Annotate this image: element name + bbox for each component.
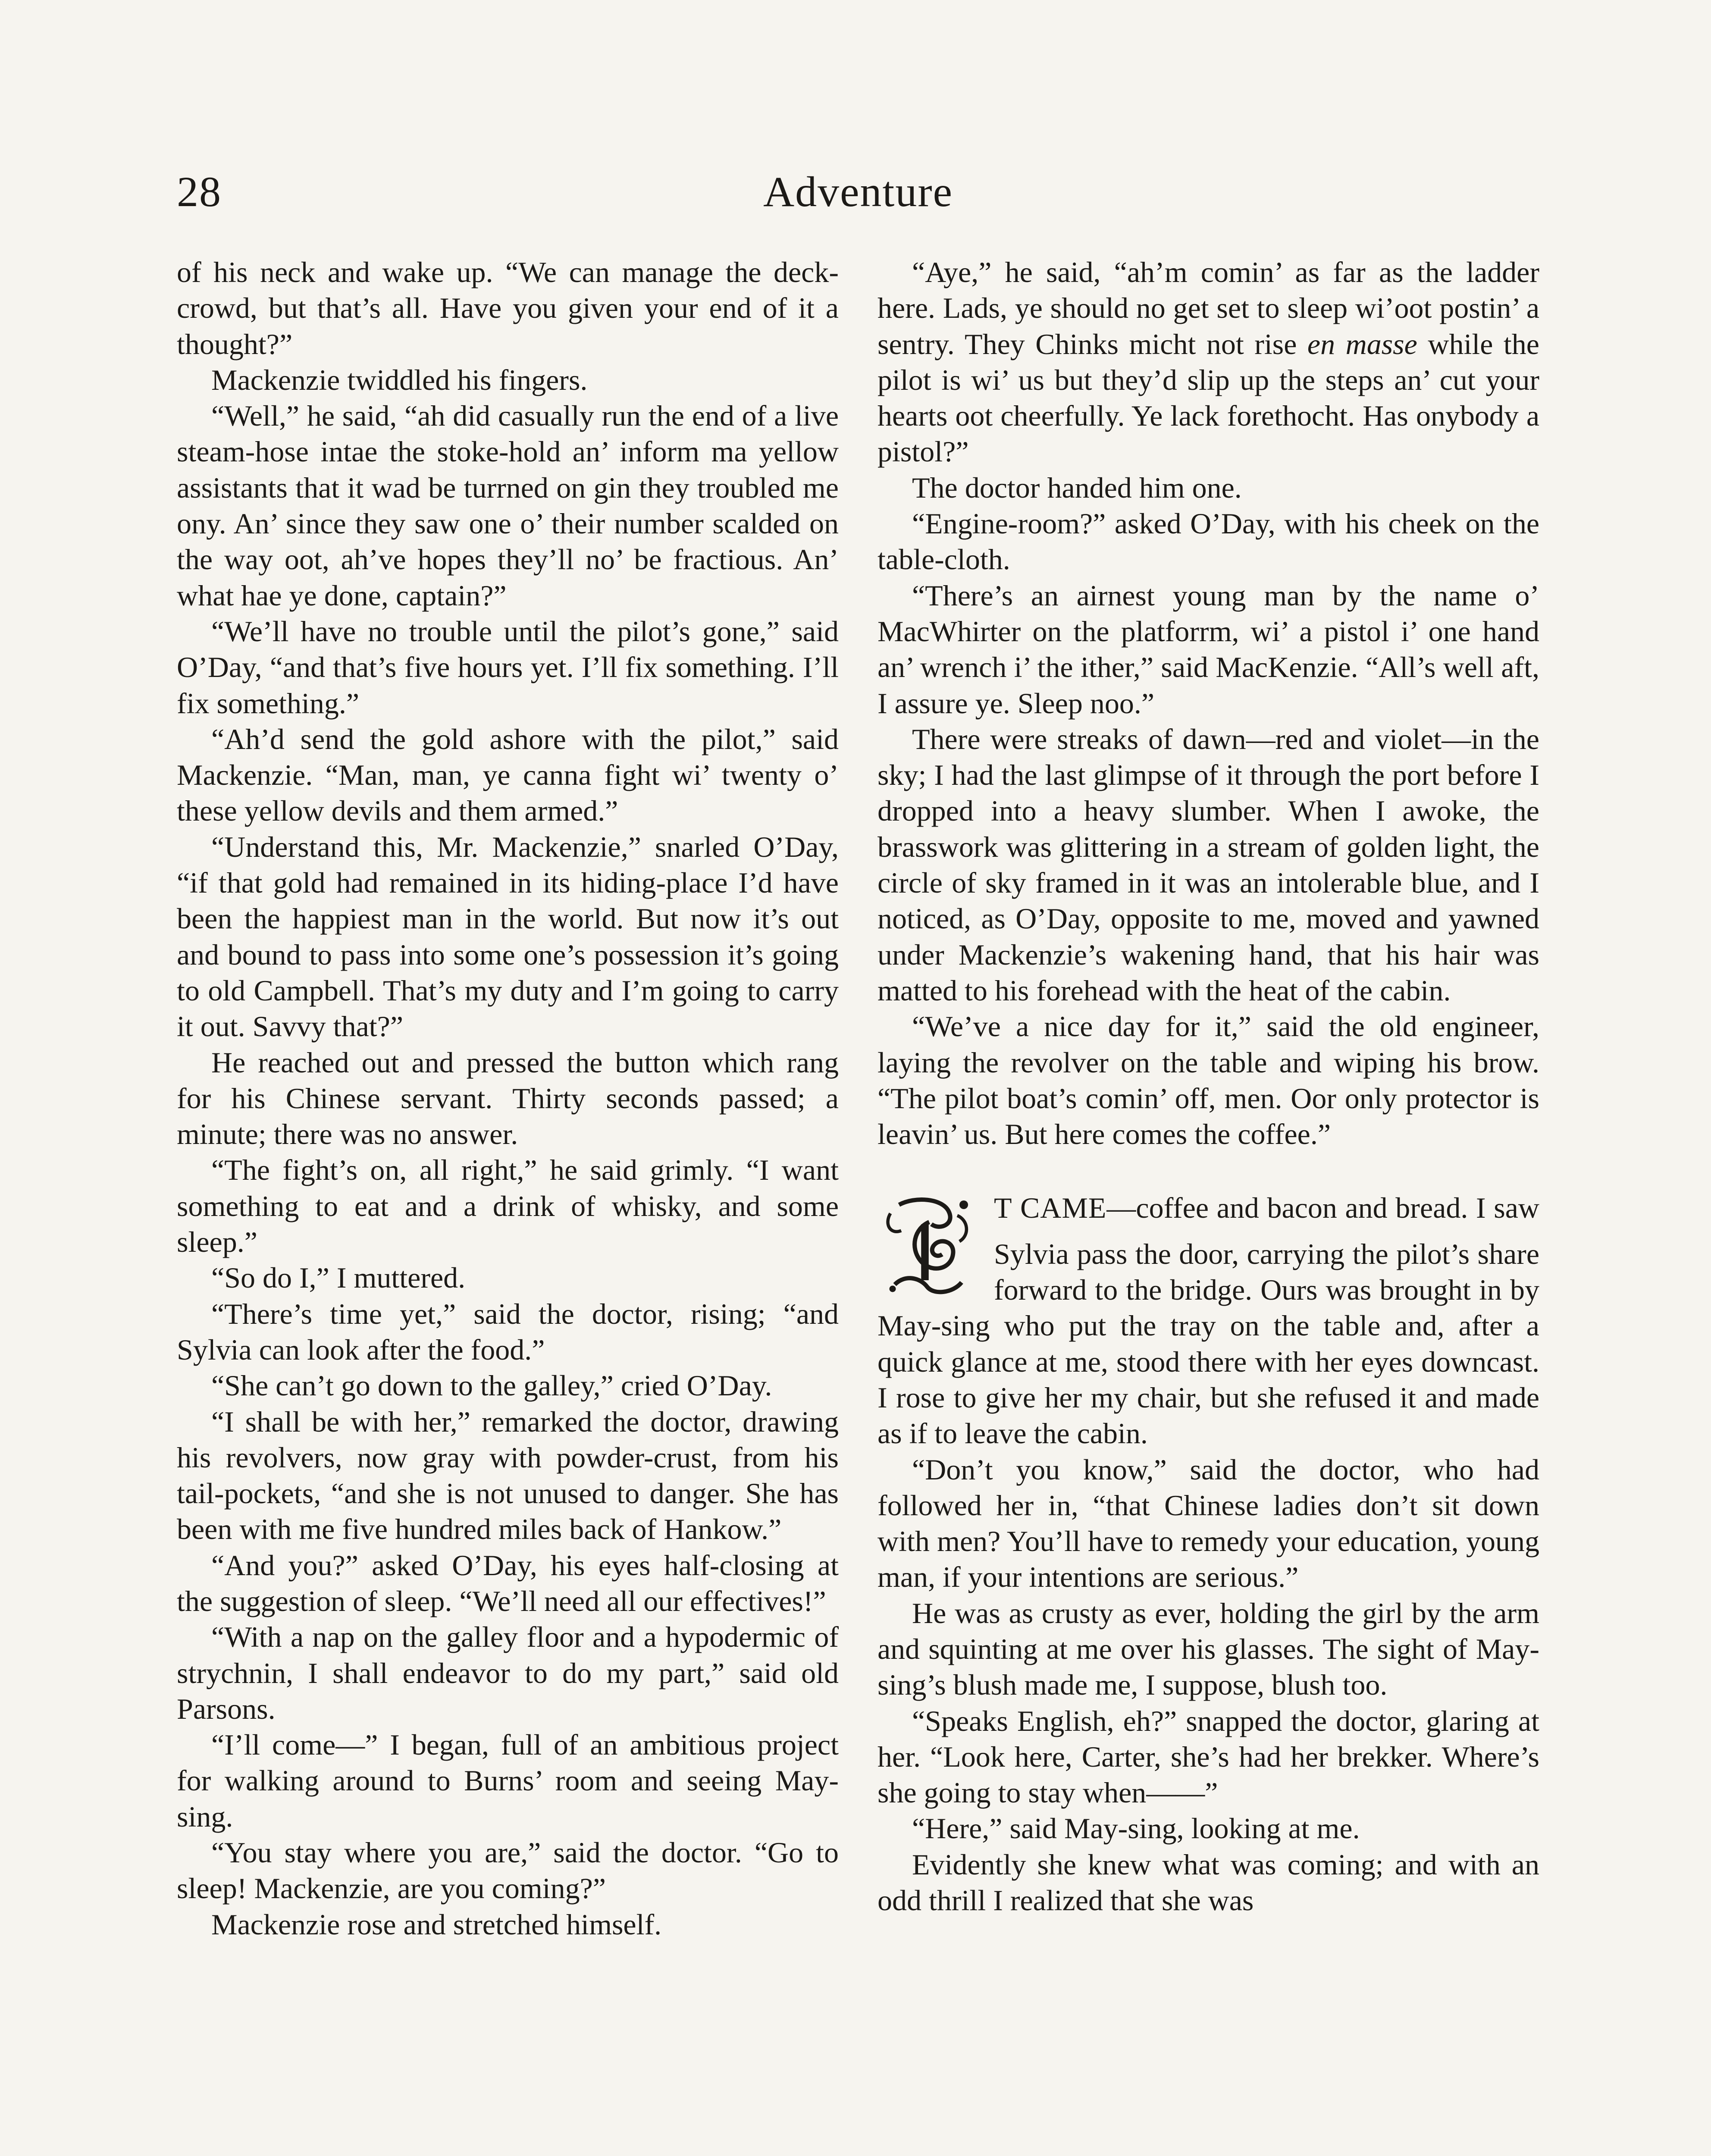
paragraph: “Understand this, Mr. Mackenzie,” snarled O’Day, “if that gold had remained in its hiding-place I’d have been the happiest man in the world. But now it’s out and bound to pass into some one’s possession it’s going to old Campbell. That’s my duty and I’m going to carry it out. Savvy that?” [177,830,839,1043]
paragraph: “She can’t go down to the galley,” cried O’Day. [211,1369,772,1402]
paragraph: “You stay where you are,” said the doctor. “Go to sleep! Mackenzie, are you coming?” [177,1836,839,1905]
paragraph: There were streaks of dawn—red and violet—in the sky; I had the last glimpse of it through the port before I dropped into a heavy slumber. When I awoke, the brasswork was glittering in a stream of golden light, the circle of sky framed in it was an intolerable blue, and I noticed, as O’Day, opposite to me, moved and yawned under Mackenzie’s wakening hand, that his hair was matted to his forehead with the heat of the cabin. [877,722,1539,1007]
paragraph: He was as crusty as ever, holding the girl by the arm and squinting at me over his glasses. The sight of May-sing’s blush made me, I suppose, blush too. [877,1596,1539,1702]
paragraph: “With a nap on the galley floor and a hypodermic of strychnin, I shall endeavor to do my part,” said old Parsons. [177,1620,839,1725]
paragraph: “We’ll have no trouble until the pilot’s gone,” said O’Day, “and that’s five hours yet. I’ll fix something. I’ll fix something.” [177,614,839,720]
paragraph: He reached out and pressed the button which rang for his Chinese servant. Thirty seconds passed; a minute; there was no answer. [177,1046,839,1151]
section-opening-paragraph [877,1190,1539,1451]
paragraph: “There’s time yet,” said the doctor, rising; “and Sylvia can look after the food.” [177,1297,839,1366]
paragraph: “Here,” said May-sing, looking at me. [912,1812,1360,1845]
paragraph: of his neck and wake up. “We can manage the deck-crowd, but that’s all. Have you given your end of it a thought?” [177,256,839,360]
italic-phrase: en masse [1307,327,1417,360]
running-title: Adventure [763,168,953,216]
paragraph [877,254,1539,470]
page-header [177,164,1539,224]
paragraph: “And you?” asked O’Day, his eyes half-closing at the suggestion of sleep. “We’ll need all our effectives!” [177,1548,839,1617]
paragraph: “So do I,” I muttered. [211,1261,466,1294]
paragraph-text: —coffee and bacon and bread. I saw Sylvia pass the door, carrying the pilot’s share forward to the bridge. Ours was brought in by May-sing who put the tray on the table and, after a quick glance at me, stood there with her eyes downcast. I rose to give her my chair, but she refused it and made as if to leave the cabin. [877,1191,1539,1450]
left-column [177,254,839,2156]
paragraph: Evidently she knew what was coming; and with an odd thrill I realized that she was [877,1848,1539,1917]
paragraph-text: “Aye,” he said, “ah’m comin’ as far as the ladder here. Lads, ye should no get set to sleep wi’oot postin’ a sentry. They Chinks micht not rise [877,256,1539,360]
paragraph: “There’s an airnest young man by the name o’ MacWhirter on the platforrm, wi’ a pistol i’ one hand an’ wrench i’ the ither,” said MacKenzie. “All’s well aft, I assure ye. Sleep noo.” [877,579,1539,720]
ornamental-dropcap-icon [877,1192,985,1300]
paragraph: “Engine-room?” asked O’Day, with his cheek on the table-cloth. [877,507,1539,576]
paragraph: “The fight’s on, all right,” he said grimly. “I want something to eat and a drink of whisky, and some sleep.” [177,1153,839,1259]
paragraph: “Well,” he said, “ah did casually run the end of a live steam-hose intae the stoke-hold an’ inform ma yellow assistants that it wad be turrned on gin they troubled me ony. An’ since they saw one o’ their number scalded on the way oot, ah’ve hopes they’ll no’ be fractious. An’ what hae ye done, captain?” [177,399,839,612]
paragraph: “I shall be with her,” remarked the doctor, drawing his revolvers, now gray with powder-crust, from his tail-pockets, “and she is not unused to danger. She has been with me five hundred miles back of Hankow.” [177,1405,839,1546]
paragraph: Mackenzie twiddled his fingers. [211,363,588,396]
smallcaps-opening: T CAME [994,1191,1107,1225]
paragraph: “I’ll come—” I began, full of an ambitious project for walking around to Burns’ room and seeing May-sing. [177,1728,839,1833]
paragraph: “We’ve a nice day for it,” said the old engineer, laying the revolver on the table and wiping his brow. “The pilot boat’s comin’ off, men. Oor only protector is leavin’ us. But here comes the coffee.” [877,1010,1539,1151]
page-number: 28 [177,168,222,216]
paragraph: “Ah’d send the gold ashore with the pilot,” said Mackenzie. “Man, man, ye canna fight wi’ twenty o’ these yellow devils and them armed.” [177,722,839,827]
paragraph: “Don’t you know,” said the doctor, who had followed her in, “that Chinese ladies don’t sit down with men? You’ll have to remedy your education, young man, if your intentions are serious.” [877,1453,1539,1594]
paragraph-text-continued: while the pilot is wi’ us but they’d slip up the steps an’ cut your hearts oot cheerfully. Ye lack forethocht. Has onybody a pistol?” [877,327,1539,468]
paragraph: The doctor handed him one. [912,471,1242,504]
paragraph: Mackenzie rose and stretched himself. [211,1908,662,1941]
paragraph: “Speaks English, eh?” snapped the doctor, glaring at her. “Look here, Carter, she’s had her brekker. Where’s she going to stay when——” [877,1704,1539,1809]
dropcap-flourish-icon [877,1192,985,1300]
right-column [877,254,1539,2156]
